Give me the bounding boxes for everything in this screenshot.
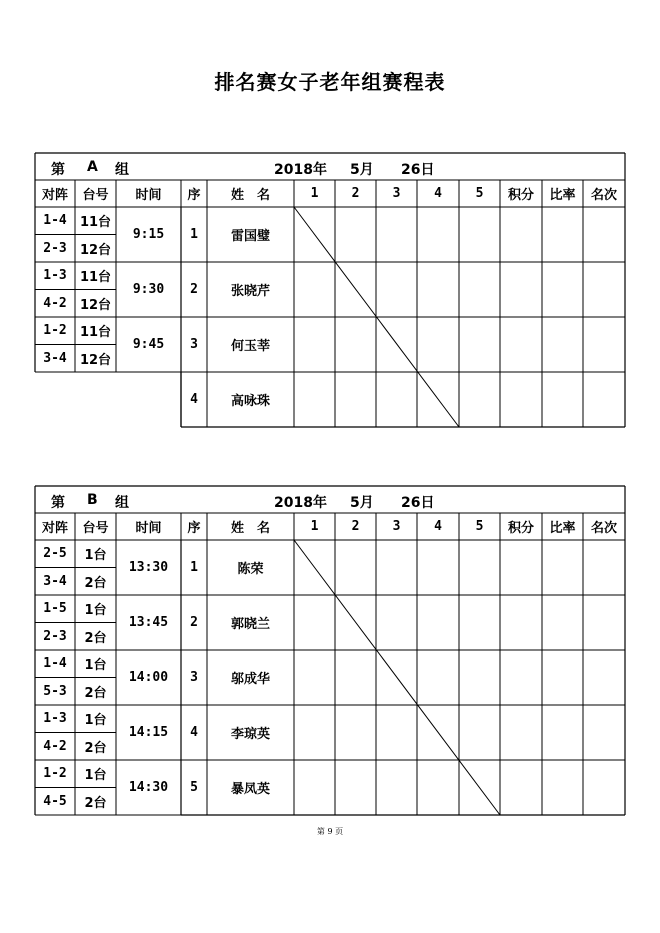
match-pair: 1-3 (43, 268, 67, 284)
match-pair: 3-4 (43, 573, 67, 589)
col-header-1: 1 (310, 519, 319, 534)
col-header-table: 台号 (82, 521, 109, 536)
match-time: 14:00 (128, 670, 169, 685)
col-header-time: 时间 (135, 188, 162, 203)
match-pair: 4-2 (43, 295, 67, 311)
player-name: 李琼英 (230, 727, 270, 742)
match-table: 1台 (84, 713, 107, 729)
match-pair: 5-3 (43, 683, 67, 699)
col-header-points: 积分 (507, 521, 534, 536)
match-time: 13:45 (128, 615, 169, 630)
page-title: 排名赛女子老年组赛程表 (214, 70, 446, 94)
player-name: 张晓芹 (230, 284, 270, 299)
date-day: 26日 (401, 162, 435, 178)
match-pair: 1-5 (43, 601, 67, 617)
match-time: 13:30 (128, 560, 169, 575)
group-a-schedule-table (35, 153, 625, 428)
match-pair: 3-4 (43, 350, 67, 366)
match-table: 2台 (84, 795, 107, 811)
player-name: 陈荣 (237, 562, 264, 577)
col-header-name: 姓 名 (230, 521, 270, 536)
col-header-seq: 序 (187, 188, 201, 203)
col-header-points: 积分 (507, 188, 534, 203)
match-pair: 1-4 (43, 213, 67, 229)
player-seq: 4 (190, 392, 198, 407)
col-header-ratio: 比率 (549, 188, 576, 203)
match-table: 11台 (79, 325, 112, 341)
group-letter: B (87, 492, 98, 508)
group-label-suffix: 组 (115, 162, 129, 178)
date-year: 2018年 (274, 495, 327, 511)
col-header-rank: 名次 (590, 188, 617, 203)
player-seq: 2 (190, 282, 198, 297)
player-seq: 1 (190, 560, 198, 575)
col-header-2: 2 (351, 519, 360, 534)
match-table: 12台 (79, 297, 112, 313)
col-header-4: 4 (434, 186, 442, 201)
col-header-5: 5 (475, 186, 484, 201)
col-header-ratio: 比率 (549, 521, 576, 536)
match-pair: 1-4 (43, 656, 67, 672)
col-header-match: 对阵 (41, 188, 68, 203)
col-header-seq: 序 (187, 521, 201, 536)
match-pair: 2-3 (43, 240, 67, 256)
date-month: 5月 (350, 495, 374, 511)
col-header-table: 台号 (82, 188, 109, 203)
page-footer (0, 826, 660, 837)
footer-page-number: 9 (327, 827, 333, 836)
player-name: 高咏珠 (230, 394, 270, 409)
group-b-schedule-table (35, 486, 625, 818)
player-name: 暴凤英 (230, 782, 270, 797)
match-pair: 1-2 (43, 323, 67, 339)
col-header-1: 1 (310, 186, 319, 201)
group-label-suffix: 组 (115, 495, 129, 511)
player-name: 邬成华 (230, 672, 270, 687)
match-pair: 1-3 (43, 711, 67, 727)
player-name: 郭晓兰 (230, 617, 270, 632)
col-header-5: 5 (475, 519, 484, 534)
match-pair: 1-2 (43, 766, 67, 782)
match-table: 1台 (84, 548, 107, 564)
match-pair: 2-5 (43, 546, 67, 562)
col-header-rank: 名次 (590, 521, 617, 536)
col-header-3: 3 (392, 186, 401, 201)
group-label-prefix: 第 (51, 495, 65, 511)
col-header-time: 时间 (135, 521, 162, 536)
player-seq: 3 (190, 337, 198, 352)
date-day: 26日 (401, 495, 435, 511)
match-table: 2台 (84, 685, 107, 701)
col-header-2: 2 (351, 186, 360, 201)
player-name: 雷国璧 (230, 229, 270, 244)
col-header-match: 对阵 (41, 521, 68, 536)
match-table: 11台 (79, 215, 112, 231)
player-seq: 2 (190, 615, 198, 630)
match-time: 9:45 (132, 337, 165, 352)
match-pair: 4-5 (43, 793, 67, 809)
date-year: 2018年 (274, 162, 327, 178)
match-table: 2台 (84, 740, 107, 756)
match-table: 2台 (84, 575, 107, 591)
footer-suffix: 页 (335, 827, 344, 836)
match-pair: 4-2 (43, 738, 67, 754)
match-table: 11台 (79, 270, 112, 286)
match-table: 1台 (84, 658, 107, 674)
group-label-prefix: 第 (51, 162, 65, 178)
match-time: 14:30 (128, 780, 169, 795)
self-match-diagonal (294, 540, 500, 815)
player-seq: 3 (190, 670, 198, 685)
footer-prefix: 第 (316, 827, 325, 836)
date-month: 5月 (350, 162, 374, 178)
player-name: 何玉莘 (230, 339, 270, 354)
match-table: 12台 (79, 352, 112, 368)
col-header-4: 4 (434, 519, 442, 534)
col-header-3: 3 (392, 519, 401, 534)
match-table: 1台 (84, 768, 107, 784)
match-time: 9:15 (132, 227, 165, 242)
match-pair: 2-3 (43, 628, 67, 644)
match-time: 9:30 (132, 282, 165, 297)
player-seq: 5 (190, 780, 198, 795)
col-header-name: 姓 名 (230, 188, 270, 203)
match-table: 1台 (84, 603, 107, 619)
match-table: 12台 (79, 242, 112, 258)
player-seq: 1 (190, 227, 198, 242)
match-time: 14:15 (128, 725, 169, 740)
match-table: 2台 (84, 630, 107, 646)
player-seq: 4 (190, 725, 198, 740)
group-letter: A (87, 159, 98, 175)
